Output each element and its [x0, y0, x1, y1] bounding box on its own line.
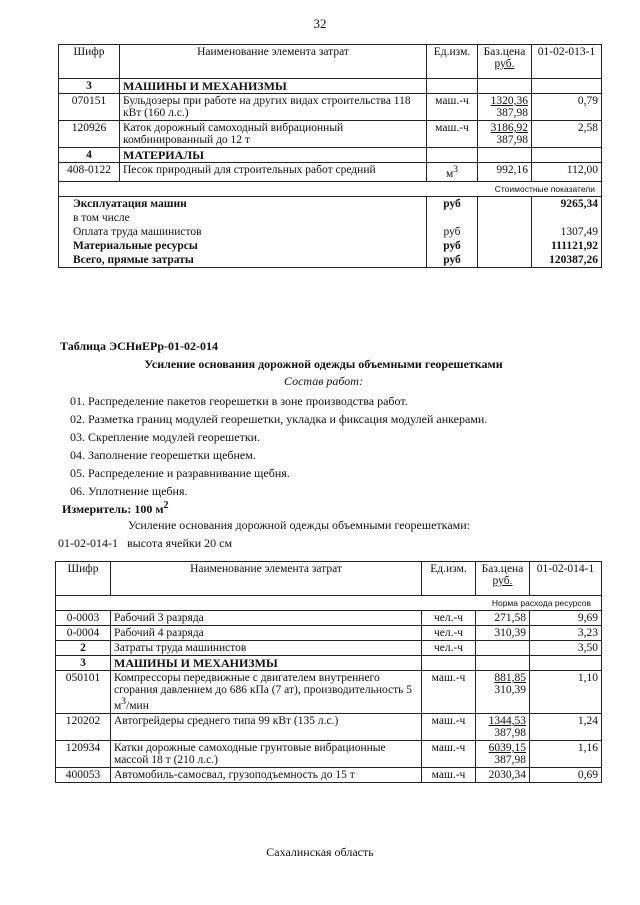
section-number: 3 [59, 79, 120, 94]
summary-value: 1307,49 [532, 225, 602, 239]
resource-price: 992,16 [478, 163, 532, 182]
works-list [70, 392, 487, 500]
list-item: 02. Разметка границ модулей георешетки, укладка и фиксация модулей анкерами. [70, 412, 488, 426]
section-title: МАТЕРИАЛЫ [120, 148, 427, 163]
resource-unit: маш.-ч [427, 94, 478, 121]
section-number: 3 [56, 656, 111, 671]
resource-norm: 2,58 [532, 121, 602, 148]
summary-unit: руб [427, 196, 478, 211]
table-header-row [59, 45, 602, 79]
resource-unit: чел.-ч [422, 641, 476, 656]
table-subtitle: Усиление основания дорожной одежды объемными георешетками [144, 357, 503, 371]
summary-label: Оплата труда машинистов [59, 225, 427, 239]
resource-code: 120926 [59, 121, 120, 148]
header-norm-code: 01-02-014-1 [530, 562, 602, 596]
table-row [56, 626, 602, 641]
table-row [59, 121, 602, 148]
table-row [56, 641, 602, 656]
resource-norm: 112,00 [532, 163, 602, 182]
table-title: Таблица ЭСНиЕРр-01-02-014 [60, 339, 219, 353]
summary-row [59, 225, 602, 239]
list-item: 06. Уплотнение щебня. [70, 484, 188, 498]
norm-caption: Усиление основания дорожной одежды объемными георешетками: [128, 518, 470, 532]
header-unit: Ед.изм. [427, 45, 478, 79]
summary-row [59, 211, 602, 225]
table-01-02-014 [55, 561, 602, 783]
table-row [59, 94, 602, 121]
section-row [59, 148, 602, 163]
resource-name: Компрессоры передвижные с двигателем внутреннего сгорания давлением до 686 кПа (7 ат), производительность 5 $м^3$/мин [111, 671, 422, 714]
summary-label: Материальные ресурсы [59, 239, 427, 253]
summary-unit: руб [427, 239, 478, 253]
resource-norm: 0,79 [532, 94, 602, 121]
resource-norm: 9,69 [530, 611, 602, 626]
table-row [56, 611, 602, 626]
table-row [56, 713, 602, 740]
resource-price [476, 641, 530, 656]
summary-label: Всего, прямые затраты [59, 253, 427, 268]
resource-price: 881,85 310,39 [476, 671, 530, 714]
summary-value: 111121,92 [532, 239, 602, 253]
section-title: МАШИНЫ И МЕХАНИЗМЫ [111, 656, 422, 671]
table-row [56, 671, 602, 714]
resource-norm: 0,69 [530, 767, 602, 782]
summary-value: 9265,34 [532, 196, 602, 211]
header-code: Шифр [59, 45, 120, 79]
section-title: МАШИНЫ И МЕХАНИЗМЫ [120, 79, 427, 94]
resource-price: 6039,15 387,98 [476, 740, 530, 767]
table-01-02-013 [58, 44, 602, 268]
summary-unit: руб [427, 253, 478, 268]
header-name: Наименование элемента затрат [120, 45, 427, 79]
resource-code: 400053 [56, 767, 111, 782]
resource-code: 0-0004 [56, 626, 111, 641]
cost-indicators-row [59, 181, 602, 196]
resource-price: 3186,92 387,98 [478, 121, 532, 148]
resource-unit: чел.-ч [422, 611, 476, 626]
table-row [56, 740, 602, 767]
header-code: Шифр [56, 562, 111, 596]
norm-variant-code: 01-02-014-1 [58, 536, 118, 550]
resource-code: 408-0122 [59, 163, 120, 182]
resource-code: 050101 [56, 671, 111, 714]
resource-norm: 1,10 [530, 671, 602, 714]
composition-heading: Состав работ: [284, 374, 363, 388]
summary-unit: руб [427, 225, 478, 239]
list-item: 01. Распределение пакетов георешетки в зоне производства работ. [70, 394, 408, 408]
resource-code: 2 [56, 641, 111, 656]
table-row [59, 163, 602, 182]
resource-price: 1344,53 387,98 [476, 713, 530, 740]
summary-label: Эксплуатация машин [59, 196, 427, 211]
list-item: 05. Распределение и разравнивание щебня. [70, 466, 290, 480]
resource-name: Затраты труда машинистов [111, 641, 422, 656]
resource-name: Рабочий 4 разряда [111, 626, 422, 641]
resource-unit: маш.-ч [427, 121, 478, 148]
resource-code: 120934 [56, 740, 111, 767]
footer-region: Сахалинская область [266, 845, 374, 859]
section-row [59, 79, 602, 94]
summary-row [59, 239, 602, 253]
page-number: 32 [313, 16, 327, 31]
resource-name: Каток дорожный самоходный вибрационный комбинированный до 12 т [120, 121, 427, 148]
resource-code: 070151 [59, 94, 120, 121]
resource-norm: 1,16 [530, 740, 602, 767]
summary-row [59, 196, 602, 211]
resource-unit: маш.-ч [422, 713, 476, 740]
resource-price: 1320,36 387,98 [478, 94, 532, 121]
summary-value: 120387,26 [532, 253, 602, 268]
summary-label: в том числе [59, 211, 427, 225]
resource-unit: чел.-ч [422, 626, 476, 641]
list-item: 04. Заполнение георешетки щебнем. [70, 448, 256, 462]
header-name: Наименование элемента затрат [111, 562, 422, 596]
resource-name: Рабочий 3 разряда [111, 611, 422, 626]
norm-variant [58, 536, 232, 551]
resource-name: Бульдозеры при работе на других видах строительства 118 кВт (160 л.с.) [120, 94, 427, 121]
resource-price: 271,58 [476, 611, 530, 626]
section-number: 4 [59, 148, 120, 163]
resource-unit: маш.-ч [422, 767, 476, 782]
header-unit: Ед.изм. [422, 562, 476, 596]
section-row [56, 656, 602, 671]
resource-name: Автогрейдеры среднего типа 99 кВт (135 л.с.) [111, 713, 422, 740]
resource-unit: маш.-ч [422, 740, 476, 767]
resource-norm: 3,50 [530, 641, 602, 656]
norm-label: Норма расхода ресурсов [56, 596, 602, 611]
resource-name: Катки дорожные самоходные грунтовые вибрационные массой 18 т (210 л.с.) [111, 740, 422, 767]
resource-price: 2030,34 [476, 767, 530, 782]
resource-price: 310,39 [476, 626, 530, 641]
resource-norm: 1,24 [530, 713, 602, 740]
resource-code: 120202 [56, 713, 111, 740]
resource-code: 0-0003 [56, 611, 111, 626]
table-row [56, 767, 602, 782]
resource-unit: маш.-ч [422, 671, 476, 714]
summary-row [59, 253, 602, 268]
list-item: 03. Скрепление модулей георешетки. [70, 430, 261, 444]
resource-unit: $м^3$ [427, 163, 478, 182]
norm-label-row [56, 596, 602, 611]
resource-name: Песок природный для строительных работ средний [120, 163, 427, 182]
header-price: Баз.цена руб. [476, 562, 530, 596]
header-norm-code: 01-02-013-1 [532, 45, 602, 79]
header-price: Баз.цена руб. [478, 45, 532, 79]
cost-indicators-label: Стоимостные показатели [59, 181, 602, 196]
resource-norm: 3,23 [530, 626, 602, 641]
measure-unit: Измеритель: 100 $м^2$ [62, 500, 169, 516]
table-header-row [56, 562, 602, 596]
resource-name: Автомобиль-самосвал, грузоподъемность до 15 т [111, 767, 422, 782]
norm-variant-text: высота ячейки 20 см [127, 536, 233, 550]
